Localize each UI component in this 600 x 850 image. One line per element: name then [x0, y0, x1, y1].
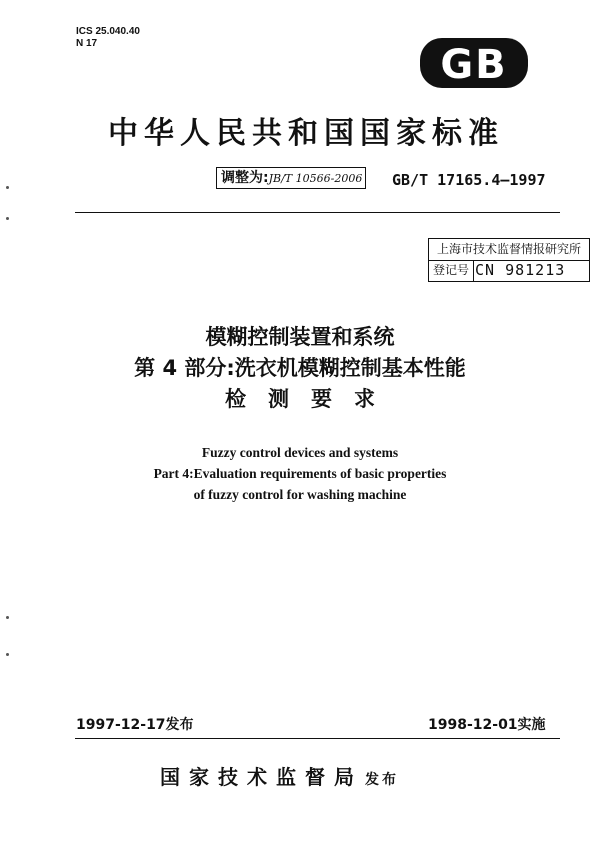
chinese-title-line1: 模糊控制装置和系统 — [205, 325, 395, 349]
implementation-date: 1998-12-01实施 — [428, 717, 546, 733]
publisher — [160, 764, 399, 793]
english-title-line1: Fuzzy control devices and systems — [201, 445, 399, 460]
english-title — [0, 442, 600, 505]
ccs-code: N 17 — [76, 38, 98, 49]
gb-logo — [420, 38, 528, 88]
bottom-divider — [75, 738, 560, 739]
scan-mark — [6, 653, 9, 656]
stamp-label: 登记号 — [429, 260, 474, 281]
scan-mark — [6, 217, 9, 220]
stamp-value: CN 981213 — [475, 261, 566, 279]
english-title-line2: Part 4:Evaluation requirements of basic properties — [153, 466, 447, 481]
top-divider — [75, 212, 560, 213]
gb-logo-text: GB — [440, 42, 508, 88]
chinese-title-line3: 检测要求 — [225, 387, 397, 411]
scan-mark — [6, 186, 9, 189]
stamp-org: 上海市技术监督情报研究所 — [429, 239, 589, 261]
publisher-name: 国家技术监督局 — [160, 765, 363, 789]
issue-date: 1997-12-17发布 — [76, 717, 194, 733]
classification-codes — [76, 26, 140, 50]
english-title-line3: of fuzzy control for washing machine — [193, 487, 407, 502]
registration-stamp — [428, 238, 590, 282]
ics-code: ICS 25.040.40 — [76, 26, 140, 37]
adjustment-label: 调整为: — [221, 170, 269, 186]
scan-mark — [6, 616, 9, 619]
standard-code: GB/T 17165.4—1997 — [392, 171, 546, 189]
chinese-title-line2: 第 4 部分:洗衣机模糊控制基本性能 — [134, 356, 466, 380]
standard-type-title: 中华人民共和国国家标准 — [108, 116, 504, 151]
chinese-title — [0, 322, 600, 415]
adjustment-box — [216, 167, 366, 189]
publisher-verb: 发布 — [365, 772, 399, 788]
adjustment-handwritten: JB/T 10566-2006 — [268, 172, 363, 185]
